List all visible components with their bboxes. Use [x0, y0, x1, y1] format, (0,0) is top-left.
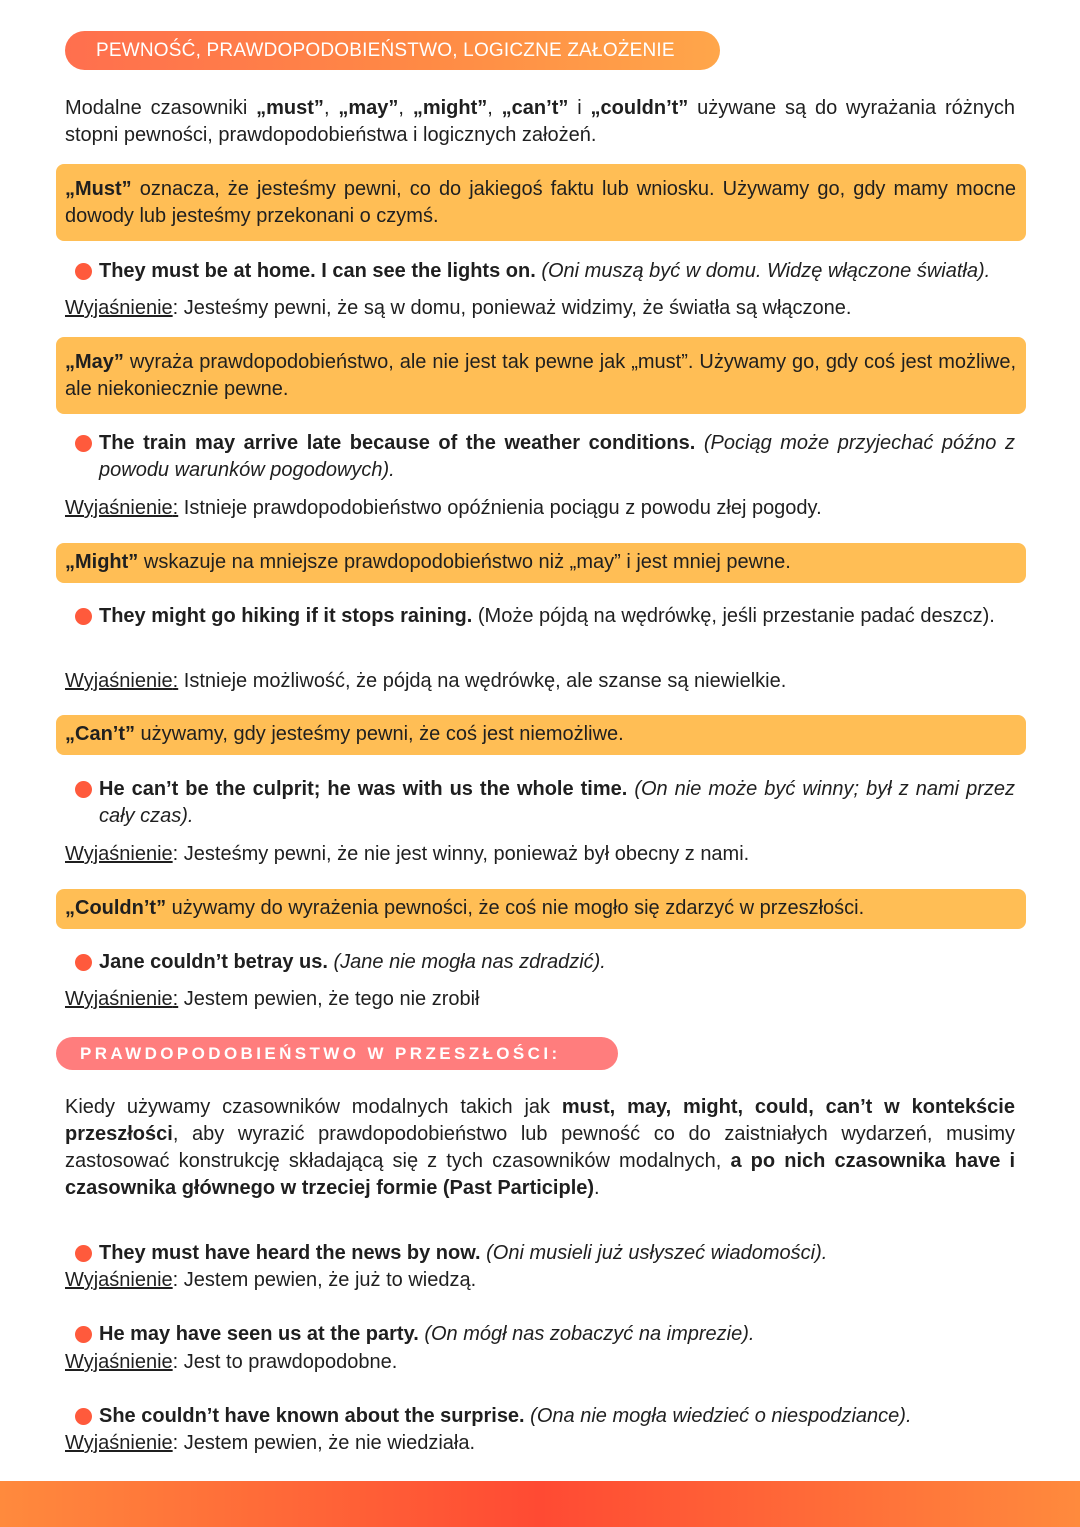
- definition-box-may: „May” wyraża prawdopodobieństwo, ale nie jest tak pewne jak „must”. Używamy go, gdy coś jest możliwe, ale niekoniecznie pewne.: [56, 337, 1026, 414]
- example-couldnt: Jane couldn’t betray us. (Jane nie mogła nas zdradzić).: [75, 949, 1015, 976]
- explanation-might: Wyjaśnienie: Istnieje możliwość, że pójdą na wędrówkę, ale szanse są niewielkie.: [65, 670, 787, 692]
- explanation-cant: Wyjaśnienie: Jesteśmy pewni, że nie jest winny, ponieważ był obecny z nami.: [65, 843, 750, 865]
- explanation-must: Wyjaśnienie: Jesteśmy pewni, że są w domu, ponieważ widzimy, że światła są włączone.: [65, 297, 852, 319]
- example-must: They must be at home. I can see the lights on. (Oni muszą być w domu. Widzę włączone światła).: [75, 258, 1015, 285]
- past-explanation-couldnt-have: Wyjaśnienie: Jestem pewien, że nie wiedziała.: [65, 1432, 476, 1454]
- explanation-couldnt: Wyjaśnienie: Jestem pewien, że tego nie zrobił: [65, 988, 480, 1010]
- past-example-must-have: They must have heard the news by now. (Oni musieli już usłyszeć wiadomości).: [75, 1240, 1015, 1267]
- past-example-couldnt-have: She couldn’t have known about the surprise. (Ona nie mogła wiedzieć o niespodziance).: [75, 1403, 1015, 1430]
- past-explanation-may-have: Wyjaśnienie: Jest to prawdopodobne.: [65, 1351, 398, 1373]
- bullet-icon: [75, 608, 92, 625]
- definition-box-couldnt: „Couldn’t” używamy do wyrażenia pewności, że coś nie mogło się zdarzyć w przeszłości.: [56, 889, 1026, 929]
- bullet-icon: [75, 781, 92, 798]
- section-title-past-probability: PRAWDOPODOBIEŃSTWO W PRZESZŁOŚCI:: [56, 1037, 618, 1070]
- past-example-may-have: He may have seen us at the party. (On mógł nas zobaczyć na imprezie).: [75, 1321, 1015, 1348]
- definition-box-must: „Must” oznacza, że jesteśmy pewni, co do jakiegoś faktu lub wniosku. Używamy go, gdy mamy mocne dowody lub jesteśmy przekonani o czymś.: [56, 164, 1026, 241]
- past-explanation-must-have: Wyjaśnienie: Jestem pewien, że już to wiedzą.: [65, 1269, 477, 1291]
- bullet-icon: [75, 435, 92, 452]
- past-intro-paragraph: Kiedy używamy czasowników modalnych takich jak must, may, might, could, can’t w kontekście przeszłości, aby wyrazić prawdopodobieństwo lub pewność co do zaistniałych wydarzeń, musimy zastosować konstrukcję składającą się z tych czasowników modalnych, a po nich czasownika have i czasownika głównego w trzeciej formie (Past Participle).: [65, 1096, 1015, 1199]
- bullet-icon: [75, 1326, 92, 1343]
- bullet-icon: [75, 1408, 92, 1425]
- bullet-icon: [75, 263, 92, 280]
- footer-bar: [0, 1481, 1080, 1527]
- bullet-icon: [75, 954, 92, 971]
- intro-paragraph: Modalne czasowniki „must”, „may”, „might”, „can’t” i „couldn’t” używane są do wyrażania różnych stopni pewności, prawdopodobieństwa i logicznych założeń.: [65, 97, 1015, 146]
- bullet-icon: [75, 1245, 92, 1262]
- explanation-may: Wyjaśnienie: Istnieje prawdopodobieństwo opóźnienia pociągu z powodu złej pogody.: [65, 497, 822, 519]
- definition-box-might: „Might” wskazuje na mniejsze prawdopodobieństwo niż „may” i jest mniej pewne.: [56, 543, 1026, 583]
- example-cant: He can’t be the culprit; he was with us the whole time. (On nie może być winny; był z nami przez cały czas).: [75, 776, 1015, 830]
- section-title-certainty: PEWNOŚĆ, PRAWDOPODOBIEŃSTWO, LOGICZNE ZAŁOŻENIE: [65, 31, 720, 70]
- example-might: They might go hiking if it stops raining. (Może pójdą na wędrówkę, jeśli przestanie padać deszcz).: [75, 603, 1015, 630]
- example-may: The train may arrive late because of the weather conditions. (Pociąg może przyjechać późno z powodu warunków pogodowych).: [75, 430, 1015, 484]
- definition-box-cant: „Can’t” używamy, gdy jesteśmy pewni, że coś jest niemożliwe.: [56, 715, 1026, 755]
